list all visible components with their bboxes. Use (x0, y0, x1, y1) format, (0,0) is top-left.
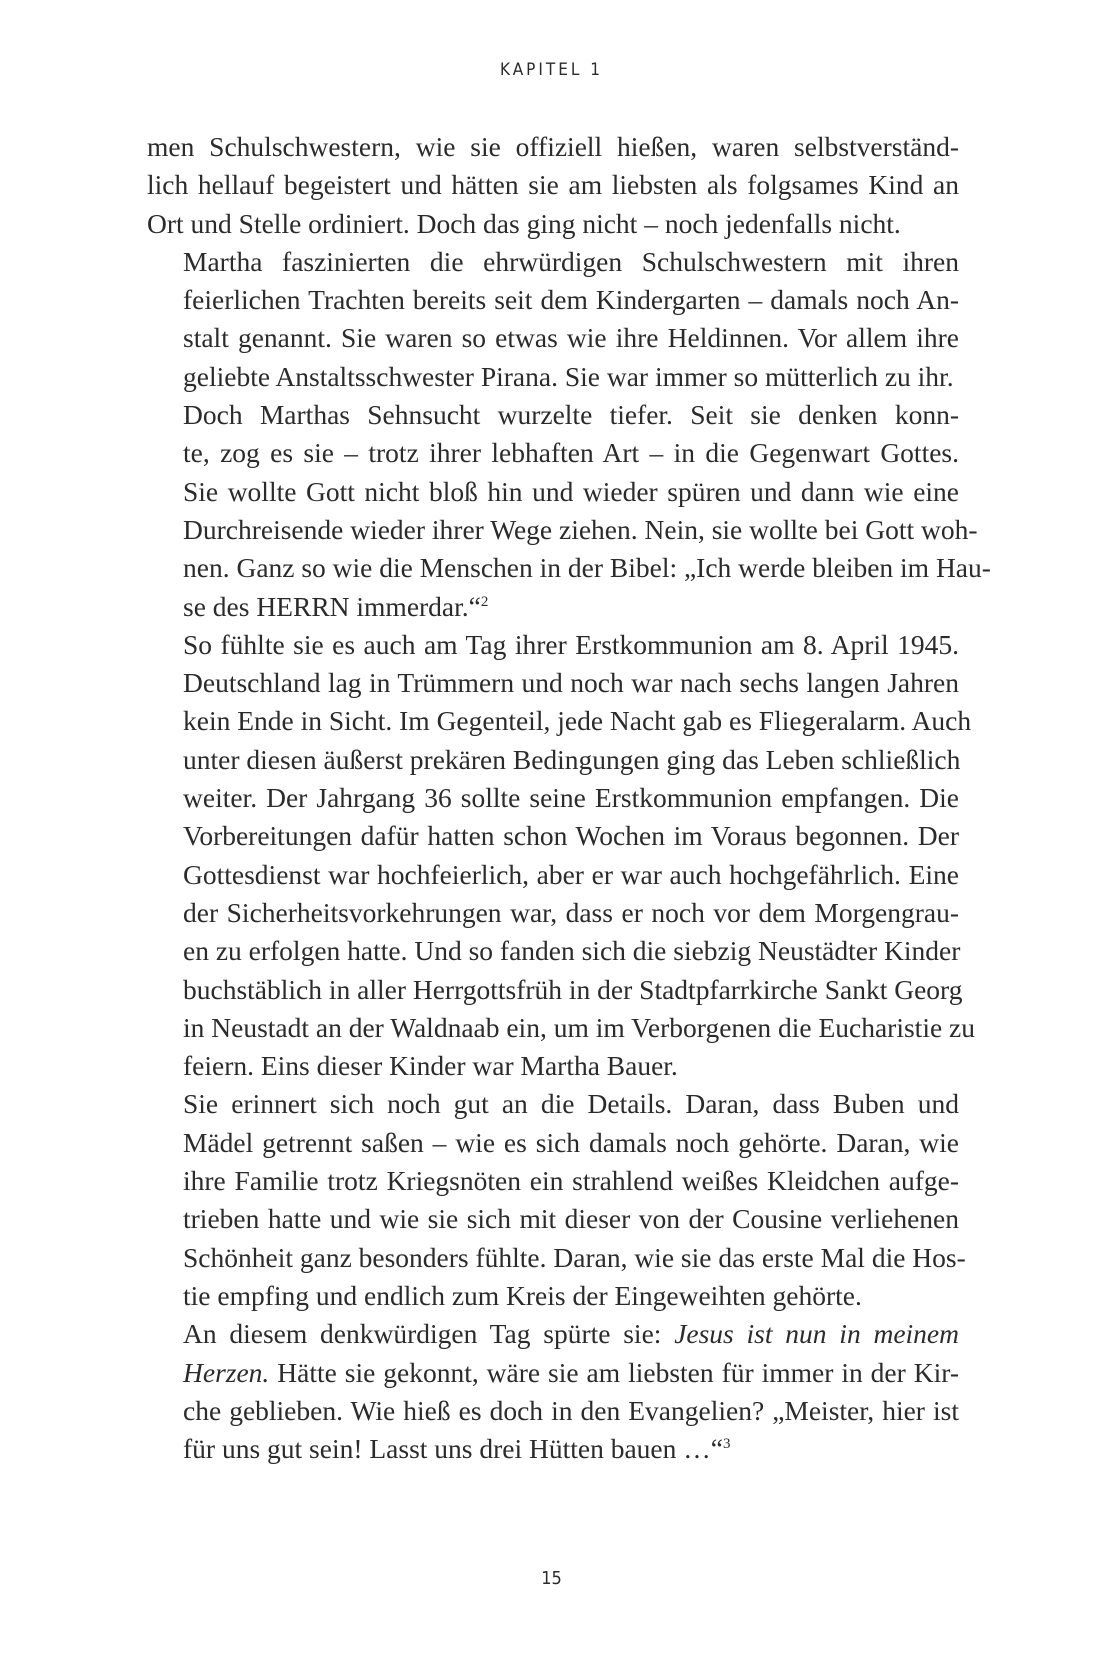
page-number: 15 (541, 1568, 562, 1589)
text-line: ihre Familie trotz Kriegsnöten ein strahlend weißes Kleidchen aufge- (183, 1165, 959, 1197)
text-line-content: für uns gut sein! Lasst uns drei Hütten bauen …“ (183, 1433, 723, 1465)
text-line: Mädel getrennt saßen – wie es sich damals noch gehörte. Daran, wie (183, 1126, 959, 1158)
text-line: Sie erinnert sich noch gut an die Details. Daran, dass Buben und (183, 1088, 959, 1120)
paragraph-5 (147, 1085, 966, 1315)
text-line (147, 1315, 959, 1353)
text-line-content: se des HERRN immerdar.“ (183, 590, 481, 622)
text-line: tie empfing und endlich zum Kreis der Eingeweihten gehörte. (183, 1279, 862, 1311)
text-line: weiter. Der Jahrgang 36 sollte seine Erstkommunion empfangen. Die (183, 782, 959, 814)
text-line: in Neustadt an der Waldnaab ein, um im Verborgenen die Eucharistie zu (183, 1011, 975, 1043)
text-line (147, 1430, 959, 1468)
text-line-content: Hätte sie gekonnt, wäre sie am liebsten für immer in der Kir- (269, 1356, 959, 1388)
text-line: stalt genannt. Sie waren so etwas wie ihre Heldinnen. Vor allem ihre (183, 322, 959, 354)
italic-phrase: Jesus ist nun in meinem (674, 1318, 959, 1350)
paragraph-4 (147, 626, 975, 1086)
text-line: Schönheit ganz besonders fühlte. Daran, wie sie das erste Mal die Hos- (183, 1241, 966, 1273)
paragraph-2 (147, 243, 959, 396)
text-line: So fühlte sie es auch am Tag ihrer Erstkommunion am 8. April 1945. (183, 628, 959, 660)
body-text (147, 128, 991, 1468)
text-line: men Schulschwestern, wie sie offiziell hießen, waren selbstverständ- (147, 131, 959, 162)
text-line: feierlichen Trachten bereits seit dem Kindergarten – damals noch An- (183, 284, 959, 316)
text-line: feiern. Eins dieser Kinder war Martha Bauer. (183, 1050, 678, 1082)
paragraph-6 (147, 1315, 959, 1468)
text-line: der Sicherheitsvorkehrungen war, dass er noch vor dem Morgengrau- (183, 896, 959, 928)
text-line: Martha faszinierten die ehrwürdigen Schulschwestern mit ihren (183, 245, 959, 277)
text-line: te, zog es sie – trotz ihrer lebhaften Art – in die Gegenwart Gottes. (183, 437, 959, 469)
text-line: trieben hatte und wie sie sich mit dieser von der Cousine verliehenen (183, 1203, 959, 1235)
paragraph-1 (147, 128, 959, 243)
italic-phrase: Herzen. (183, 1356, 270, 1388)
text-line: kein Ende in Sicht. Im Gegenteil, jede Nacht gab es Fliegeralarm. Auch (183, 705, 972, 737)
text-line (147, 588, 959, 626)
text-line: Doch Marthas Sehnsucht wurzelte tiefer. Seit sie denken konn- (183, 399, 959, 431)
running-head: KAPITEL 1 (499, 60, 604, 80)
text-line: nen. Ganz so wie die Menschen in der Bibel: „Ich werde bleiben im Hau- (183, 552, 991, 584)
text-line (147, 1354, 959, 1392)
footnote-marker: 3 (722, 1436, 731, 1453)
text-line: Vorbereitungen dafür hatten schon Wochen im Voraus begonnen. Der (183, 820, 959, 852)
text-line: Deutschland lag in Trümmern und noch war nach sechs langen Jahren (183, 667, 959, 699)
text-line: Durchreisende wieder ihrer Wege ziehen. Nein, sie wollte bei Gott woh- (183, 513, 978, 545)
text-line: Gottesdienst war hochfeierlich, aber er war auch hochgefährlich. Eine (183, 858, 959, 890)
text-line: geliebte Anstaltsschwester Pirana. Sie war immer so mütterlich zu ihr. (183, 360, 954, 392)
text-line: buchstäblich in aller Herrgottsfrüh in der Stadtpfarrkirche Sankt Georg (183, 973, 963, 1005)
text-line-content: An diesem denkwürdigen Tag spürte sie: (183, 1318, 675, 1350)
text-line: che geblieben. Wie hieß es doch in den Evangelien? „Meister, hier ist (183, 1394, 959, 1426)
paragraph-3 (147, 396, 991, 626)
text-line: lich hellauf begeistert und hätten sie am liebsten als folgsames Kind an (147, 169, 959, 201)
footnote-marker: 2 (480, 593, 489, 610)
text-line: Ort und Stelle ordiniert. Doch das ging nicht – noch jedenfalls nicht. (147, 207, 901, 239)
text-line: en zu erfolgen hatte. Und so fanden sich die siebzig Neustädter Kinder (183, 935, 961, 967)
text-line: unter diesen äußerst prekären Bedingungen ging das Leben schließlich (183, 743, 961, 775)
text-line: Sie wollte Gott nicht bloß hin und wieder spüren und dann wie eine (183, 475, 959, 507)
